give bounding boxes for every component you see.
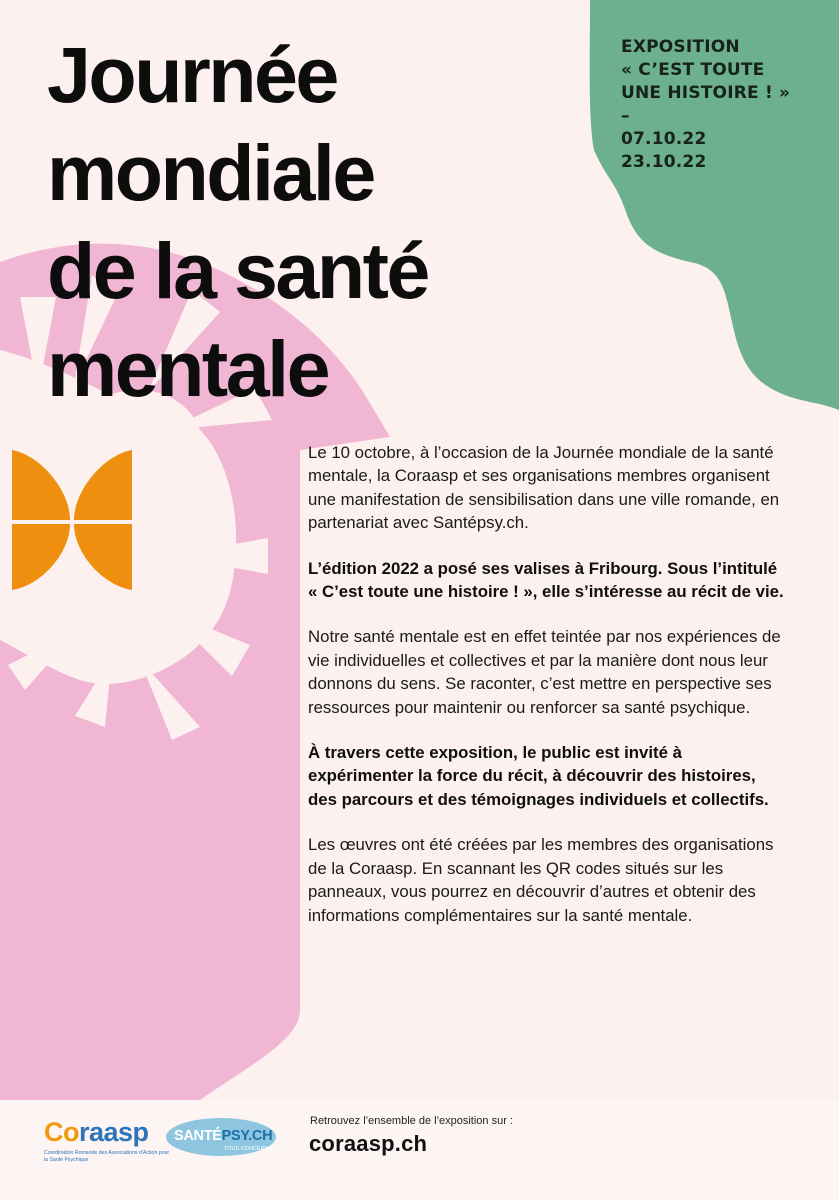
title-line2: mondiale (47, 128, 374, 217)
exhibit-label: EXPOSITION (621, 37, 740, 57)
footer-caption: Retrouvez l’ensemble de l’exposition sur : (310, 1115, 513, 1127)
title-line1: Journée (47, 30, 337, 119)
exhibition-block (621, 36, 831, 174)
exhibit-name-line1: « C’EST TOUTE (621, 60, 765, 80)
exhibit-date-end: 23.10.22 (621, 152, 707, 172)
title-line3: de la santé (47, 226, 428, 315)
paragraph-exhibition: À travers cette exposition, le public est invité à expérimenter la force du récit, à découvrir des histoires, des parcours et des témoignages individuels et collectifs. (308, 743, 769, 809)
santepsy-wordmark (174, 1128, 272, 1144)
paragraph-intro: Le 10 octobre, à l’occasion de la Journée mondiale de la santé mentale, la Coraasp et ses organisations membres organisent une manifestation de sensibilisation dans une ville romande, en partenariat avec Santépsy.ch. (308, 443, 780, 533)
body-text (308, 441, 786, 949)
title-line4: mentale (47, 324, 329, 413)
santepsy-logo[interactable] (166, 1117, 278, 1157)
santepsy-wordmark-psy: PSY.CH (221, 1128, 273, 1144)
santepsy-tagline: TOUS CONCERNÉS (224, 1146, 276, 1152)
paragraph-edition: L’édition 2022 a posé ses valises à Fribourg. Sous l’intitulé « C’est toute une histoire ! », elle s’intéresse au récit de vie. (308, 558, 784, 602)
coraasp-wordmark-co: Co (44, 1117, 79, 1147)
page-title (47, 26, 428, 418)
website-link[interactable]: coraasp.ch (309, 1131, 428, 1156)
exhibit-name-line2: UNE HISTOIRE ! » (621, 83, 791, 103)
paragraph-works: Les œuvres ont été créées par les membres des organisations de la Coraasp. En scannant les QR codes situés sur les panneaux, vous pourrez en découvrir d’autres et obtenir des informations complémentaires sur la santé mentale. (308, 835, 774, 925)
paragraph-mental-health: Notre santé mentale est en effet teintée par nos expériences de vie individuelles et collectives et par la manière dont nous leur donnons du sens. Se raconter, c’est mettre en perspective ses ressources pour maintenir ou renforcer sa santé psychique. (308, 627, 781, 717)
exhibit-dash: – (621, 106, 630, 126)
coraasp-tagline: Coordination Romande des Associations d’Action pour la Santé Psychique (44, 1150, 170, 1163)
coraasp-wordmark-raasp: raasp (79, 1117, 149, 1147)
santepsy-wordmark-sante: SANTÉ (174, 1128, 222, 1144)
exhibit-date-start: 07.10.22 (621, 129, 707, 149)
coraasp-logo[interactable] (44, 1117, 170, 1163)
coraasp-wordmark (44, 1117, 149, 1148)
